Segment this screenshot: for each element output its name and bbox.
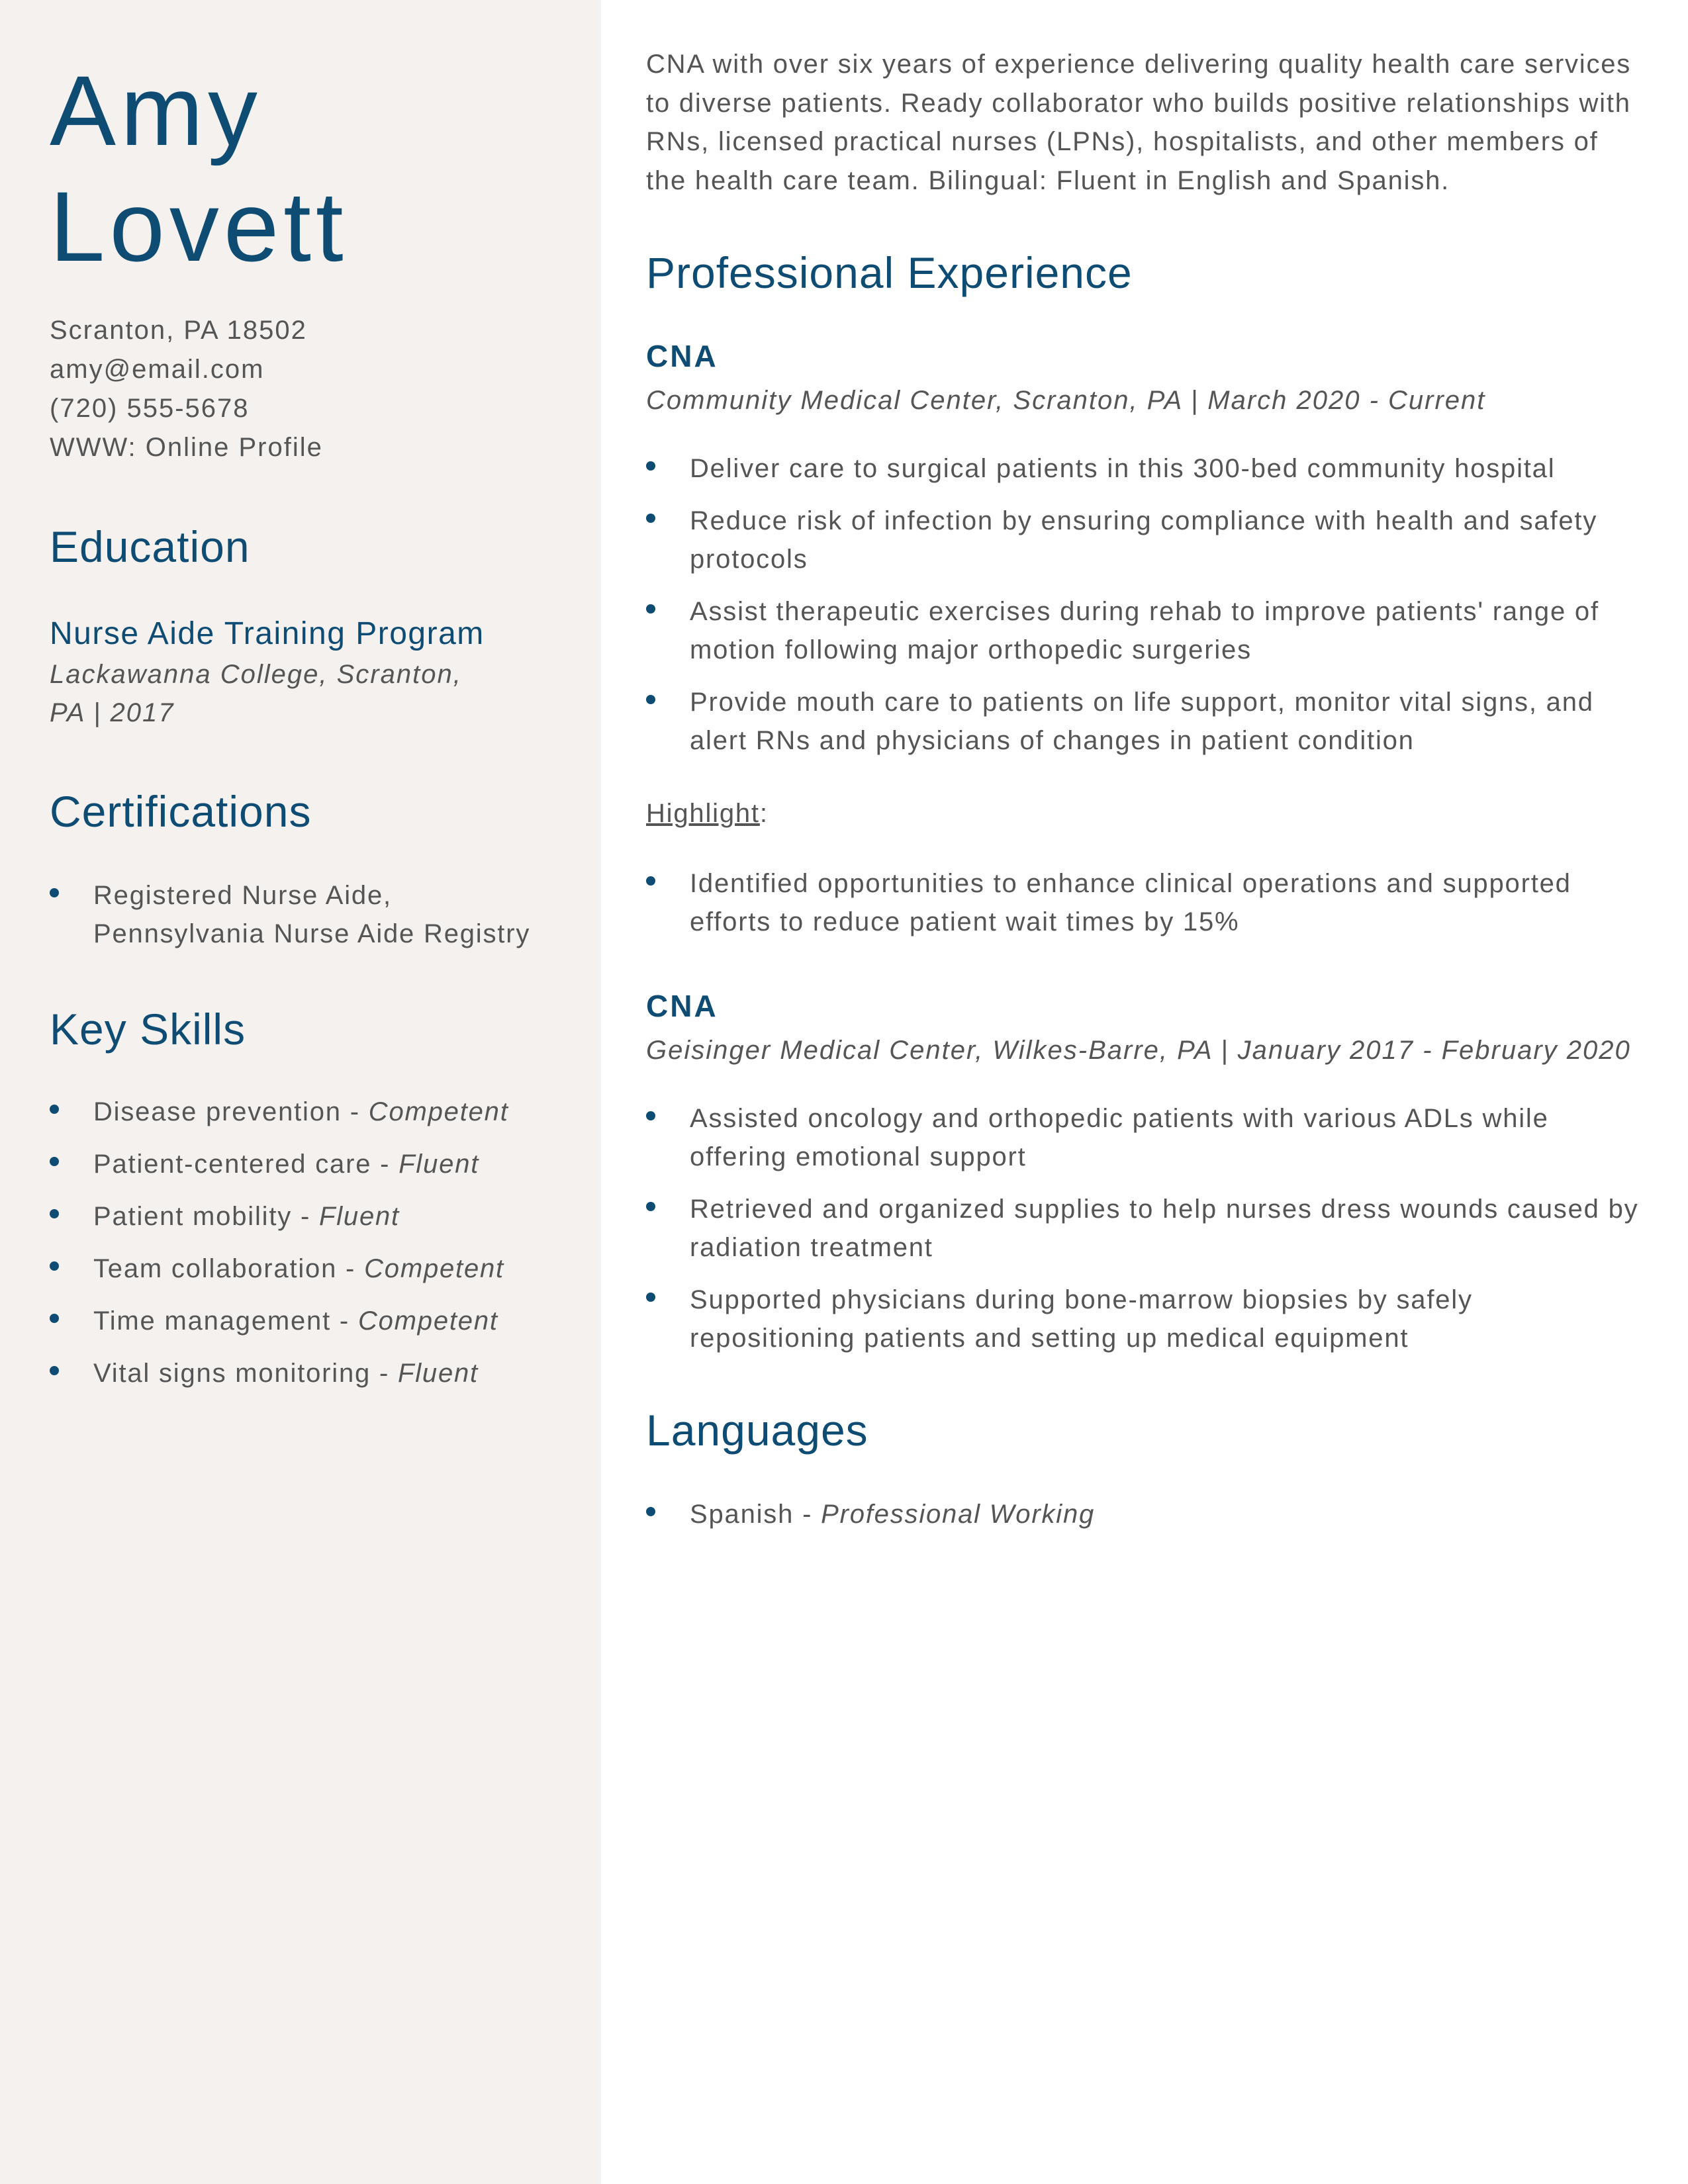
bullet-icon (646, 1507, 655, 1516)
skill-item (50, 1354, 551, 1392)
first-name: Amy (50, 55, 262, 166)
skill-level: Fluent (399, 1150, 480, 1179)
highlight-text: Identified opportunities to enhance clinical operations and supported efforts to reduce patient wait times by 15% (690, 869, 1571, 936)
address: Scranton, PA 18502 (50, 316, 307, 345)
phone[interactable]: (720) 555-5678 (50, 394, 250, 423)
skill-item (50, 1197, 551, 1236)
highlight-label-text: Highlight (646, 799, 760, 828)
professional-summary: CNA with over six years of experience delivering quality health care services to diverse patients. Ready collaborator who builds positive relationships with RNs, licensed practical nurses (LPNs), hospitalists, and other members of the health care team. Bilingual: Fluent in English and Spanish. (646, 50, 1632, 195)
bullet-icon (50, 888, 59, 897)
skill-name: Vital signs monitoring - (93, 1359, 398, 1388)
bullet-icon (646, 1293, 655, 1302)
key-skills-heading: Key Skills (50, 1005, 246, 1054)
skill-name: Time management - (93, 1306, 358, 1336)
bullet-icon (646, 514, 655, 523)
job-bullet (646, 1099, 1642, 1176)
email[interactable]: amy@email.com (50, 355, 265, 384)
certification-text: Registered Nurse Aide, Pennsylvania Nurse Aide Registry (93, 881, 531, 948)
job-meta: Geisinger Medical Center, Wilkes-Barre, PA | January 2017 - February 2020 (646, 1036, 1631, 1065)
experience-heading: Professional Experience (646, 248, 1133, 297)
job-bullet-text: Supported physicians during bone-marrow biopsies by safely repositioning patients and setting up medical equipment (690, 1285, 1473, 1353)
bullet-icon (646, 604, 655, 614)
certifications-list (50, 876, 551, 953)
bullet-icon (646, 1202, 655, 1211)
job-bullet-text: Assisted oncology and orthopedic patients with various ADLs while offering emotional support (690, 1104, 1549, 1171)
skill-item (50, 1145, 551, 1183)
job-bullet (646, 1190, 1642, 1267)
job-entry (646, 338, 1642, 941)
education-program: Nurse Aide Training Program (50, 616, 485, 651)
bullet-icon (646, 876, 655, 886)
job-bullet (646, 683, 1642, 760)
languages-heading: Languages (646, 1406, 868, 1455)
education-school-line1: Lackawanna College, Scranton, (50, 660, 462, 689)
job-title: CNA (646, 339, 718, 373)
website-link[interactable]: WWW: Online Profile (50, 433, 323, 462)
highlight-bullets (646, 864, 1642, 941)
skills-list (50, 1093, 551, 1392)
bullet-icon (50, 1209, 59, 1218)
certification-item (50, 876, 551, 953)
education-school-line2: PA | 2017 (50, 698, 175, 727)
last-name: Lovett (50, 171, 348, 282)
bullet-icon (50, 1314, 59, 1323)
job-bullet-text: Provide mouth care to patients on life support, monitor vital signs, and alert RNs and physicians of changes in patient condition (690, 688, 1594, 755)
job-title: CNA (646, 989, 718, 1023)
skill-name: Patient-centered care - (93, 1150, 399, 1179)
job-entry (646, 987, 1642, 1357)
bullet-icon (646, 1111, 655, 1120)
bullet-icon (50, 1157, 59, 1166)
candidate-name (50, 53, 551, 285)
skill-name: Disease prevention - (93, 1097, 369, 1126)
skill-name: Team collaboration - (93, 1254, 365, 1283)
education-heading: Education (50, 522, 250, 571)
skill-item (50, 1302, 551, 1340)
language-item (646, 1495, 1642, 1533)
language-level: Professional Working (821, 1500, 1096, 1529)
job-bullet-text: Deliver care to surgical patients in this 300-bed community hospital (690, 454, 1556, 483)
skill-level: Fluent (318, 1202, 400, 1231)
skill-level: Competent (357, 1306, 498, 1336)
bullet-icon (50, 1105, 59, 1114)
skill-name: Patient mobility - (93, 1202, 319, 1231)
job-bullet-text: Assist therapeutic exercises during rehab to improve patients' range of motion following major orthopedic surgeries (690, 597, 1599, 664)
skill-level: Competent (368, 1097, 509, 1126)
job-bullet (646, 592, 1642, 669)
highlight-label (646, 794, 1642, 833)
language-name: Spanish - (690, 1500, 821, 1529)
job-bullet-text: Reduce risk of infection by ensuring compliance with health and safety protocols (690, 506, 1598, 574)
skill-item (50, 1250, 551, 1288)
education-school (50, 655, 551, 732)
sidebar (0, 0, 601, 2184)
job-bullet (646, 1281, 1642, 1357)
bullet-icon (646, 461, 655, 471)
bullet-icon (50, 1261, 59, 1271)
job-meta: Community Medical Center, Scranton, PA | March 2020 - Current (646, 386, 1486, 415)
main-content (601, 0, 1688, 2184)
languages-list (646, 1495, 1642, 1533)
certifications-heading: Certifications (50, 787, 312, 836)
job-bullet (646, 502, 1642, 578)
contact-info (50, 311, 551, 467)
job-bullets (646, 1099, 1642, 1357)
job-bullets (646, 449, 1642, 760)
skill-level: Fluent (398, 1359, 479, 1388)
skill-level: Competent (364, 1254, 504, 1283)
bullet-icon (50, 1366, 59, 1375)
highlight-label-colon: : (759, 799, 769, 828)
bullet-icon (646, 695, 655, 704)
job-bullet-text: Retrieved and organized supplies to help nurses dress wounds caused by radiation treatment (690, 1195, 1639, 1262)
job-bullet (646, 449, 1642, 488)
highlight-bullet (646, 864, 1642, 941)
skill-item (50, 1093, 551, 1131)
